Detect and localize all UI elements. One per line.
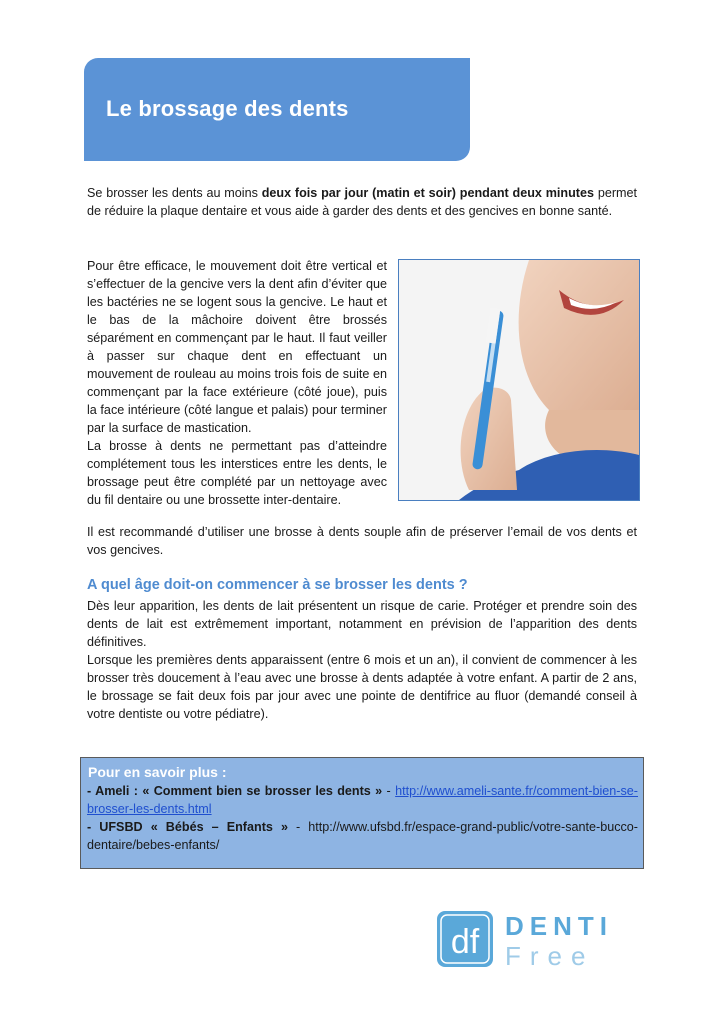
- logo-word-free: Free: [505, 941, 595, 971]
- age-section-text: [87, 597, 637, 723]
- recommendation-paragraph: Il est recommandé d’utiliser une brosse à dents souple afin de préserver l’email de vos dents et vos gencives.: [87, 525, 637, 557]
- technique-paragraph: [87, 257, 387, 509]
- ufsbd-reference: [87, 818, 638, 854]
- intro-text-start: Se brosser les dents au moins: [87, 186, 262, 200]
- age-paragraph-1: Dès leur apparition, les dents de lait présentent un risque de carie. Protéger et prendre soin des dents de lait est extrêmement important, notamment en prévision de l’apparition des dents définitives.: [87, 599, 637, 649]
- intro-paragraph: [87, 184, 637, 220]
- more-info-title: Pour en savoir plus :: [88, 764, 227, 780]
- ameli-reference: [87, 782, 638, 818]
- ufsbd-label: - UFSBD « Bébés – Enfants »: [87, 820, 288, 834]
- ameli-label: - Ameli : « Comment bien se brosser les dents »: [87, 784, 383, 798]
- section-heading-age: A quel âge doit-on commencer à se brosser les dents ?: [87, 577, 468, 593]
- ameli-separator: -: [382, 784, 396, 798]
- more-info-box: [80, 757, 644, 869]
- technique-text-1: Pour être efficace, le mouvement doit être vertical et s’effectuer de la gencive vers la dent afin d’éviter que les bactéries ne se logent sous la gencive. Le haut et le bas de la mâchoire doivent être brossés séparément en commençant par le haut. Il faut veiller à passer sur chaque dent en effectuant un mouvement de rouleau au moins trois fois de suite en commençant par la face extérieure (côté joue), puis la face intérieure (côté langue et palais) pour terminer par la surface de mastication.: [87, 259, 387, 435]
- intro-text-end: permet de réduire la plaque dentaire et vous aide à garder des dents et des gencives en bonne santé.: [87, 186, 638, 218]
- technique-text-2: La brosse à dents ne permettant pas d’atteindre complétement tous les interstices entre les dents, le brossage peut être complété par un nettoyage avec du fil dentaire ou une brossette inter-dentaire.: [87, 439, 387, 507]
- dentifree-logo: [437, 911, 642, 971]
- smiling-woman-toothbrush-illustration: [399, 260, 639, 500]
- age-paragraph-2: Lorsque les premières dents apparaissent (entre 6 mois et un an), il convient de commencer à les brosser très doucement à l’eau avec une brosse à dents adaptée à votre enfant. A partir de 2 ans, le brossage se fait deux fois par jour avec une pointe de dentifrice au fluor (demandé conseil à votre dentiste ou votre pédiatre).: [87, 653, 637, 721]
- toothbrush-photo: [398, 259, 640, 501]
- ameli-link[interactable]: http://www.ameli-sante.fr/comment-bien-se-brosser-les-dents.html: [87, 784, 638, 816]
- logo-word-denti: DENTI: [505, 911, 613, 941]
- dentifree-logo-graphic: [437, 911, 642, 971]
- intro-bold-text: deux fois par jour (matin et soir) pendant deux minutes: [261, 186, 595, 200]
- title-banner: [84, 58, 470, 161]
- page-title: Le brossage des dents: [106, 96, 349, 121]
- logo-mark: df: [450, 923, 480, 961]
- more-info-links: [87, 782, 638, 854]
- ufsbd-url-text: - http://www.ufsbd.fr/espace-grand-public/votre-sante-bucco-dentaire/bebes-enfants/: [87, 820, 638, 852]
